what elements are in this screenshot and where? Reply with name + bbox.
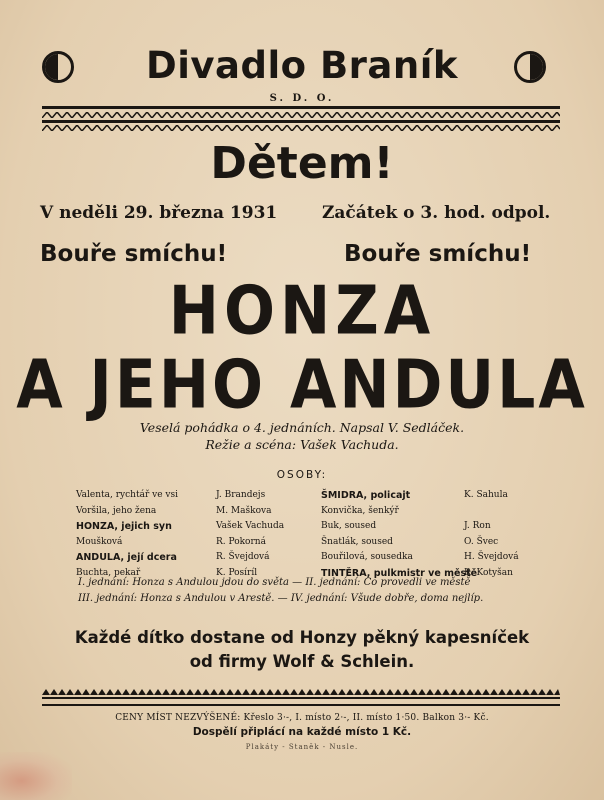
laughter-tagline-left: Bouře smíchu! [40, 241, 228, 267]
header-rule-top [42, 106, 560, 109]
cast-role: ANDULA, její dcera [76, 552, 177, 564]
cast-actor: K. Posíríl [216, 567, 258, 578]
cast-role: Bouřilová, sousedka [321, 552, 413, 563]
for-children-heading: Dětem! [210, 138, 394, 189]
cast-row [76, 488, 298, 504]
cast-actor: H. Švejdová [464, 552, 519, 563]
cast-role: Voršila, jeho žena [76, 505, 157, 516]
cast-role: Valenta, rychtář ve vsi [76, 490, 178, 500]
play-subtitle: Veselá pohádka o 4. jednáních. Napsal V. Sedláček. [139, 420, 465, 435]
cast-actor: K. Sahula [464, 490, 508, 500]
cast-actor: J. Ron [464, 521, 491, 532]
cast-row [321, 504, 543, 520]
cast-list-right [321, 488, 543, 582]
cast-actor: R. Švejdová [216, 552, 270, 563]
cast-actor: J. Brandejs [216, 490, 266, 500]
footer-rule-1 [42, 697, 560, 699]
performance-date: V neděli 29. března 1931 [40, 203, 278, 223]
cast-row [76, 535, 298, 551]
play-title-line1: HONZA [168, 271, 436, 351]
cast-row [321, 519, 543, 535]
moon-right-icon [514, 51, 546, 83]
acts-line-1: I. jednání: Honza s Andulou jdou do světa — II. jednání: Co provedli ve městě [78, 577, 471, 588]
cast-row [321, 535, 543, 551]
theatre-name: Divadlo Braník [146, 44, 458, 87]
cast-role: Konvička, šenkýř [321, 505, 399, 516]
header-rule-mid [42, 120, 560, 123]
cast-role: Moušková [76, 536, 123, 547]
cast-row [76, 550, 298, 566]
cast-role: Buchta, pekař [76, 567, 141, 578]
cast-actor: M. Maškova [216, 505, 272, 516]
faded-stamp [0, 752, 72, 800]
cast-row [76, 504, 298, 520]
printer-credit: Plakáty - Staněk - Nusle. [245, 743, 359, 751]
cast-heading: OSOBY: [276, 469, 328, 481]
cast-role: Šnatlák, soused [321, 536, 393, 547]
cast-role: HONZA, jejich syn [76, 521, 172, 533]
header-zigzag-1 [42, 112, 560, 118]
header-zigzag-2 [42, 125, 560, 131]
cast-role: ŠMIDRA, policajt [321, 490, 411, 501]
cast-actor: Vašek Vachuda [216, 521, 285, 532]
start-time: Začátek o 3. hod. odpol. [322, 203, 551, 223]
organization-label: S. D. O. [269, 93, 335, 104]
cast-actor: O. Švec [464, 536, 499, 547]
ticket-prices: CENY MÍST NEZVÝŠENÉ: Křeslo 3·-, I. místo 2·-, II. místo 1·50. Balkon 3·- Kč. [115, 713, 489, 723]
cast-role: Buk, soused [321, 521, 377, 532]
cast-role: TINTĚRA, pulkmistr ve městě [321, 567, 478, 579]
footer-rule-2 [42, 704, 560, 706]
cast-actor: R. Kotyšan [464, 567, 513, 578]
gift-line-1: Každé dítko dostane od Honzy pěkný kapesníček [74, 628, 530, 647]
gift-line-2: od firmy Wolf & Schlein. [189, 652, 415, 671]
cast-actor: R. Pokorná [216, 536, 266, 547]
cast-list-left [76, 488, 298, 582]
laughter-tagline-right: Bouře smíchu! [344, 241, 532, 267]
cast-row [76, 519, 298, 535]
cast-row [321, 550, 543, 566]
play-title-line2: A JEHO ANDULA [16, 345, 588, 425]
cast-row [321, 488, 543, 504]
footer-zigzag [42, 689, 560, 695]
play-direction: Režie a scéna: Vašek Vachuda. [205, 437, 399, 452]
adult-surcharge: Dospělí připlácí na každé místo 1 Kč. [192, 726, 412, 738]
acts-line-2: III. jednání: Honza s Andulou v Arestě. — IV. jednání: Všude dobře, doma nejlíp. [78, 593, 484, 604]
